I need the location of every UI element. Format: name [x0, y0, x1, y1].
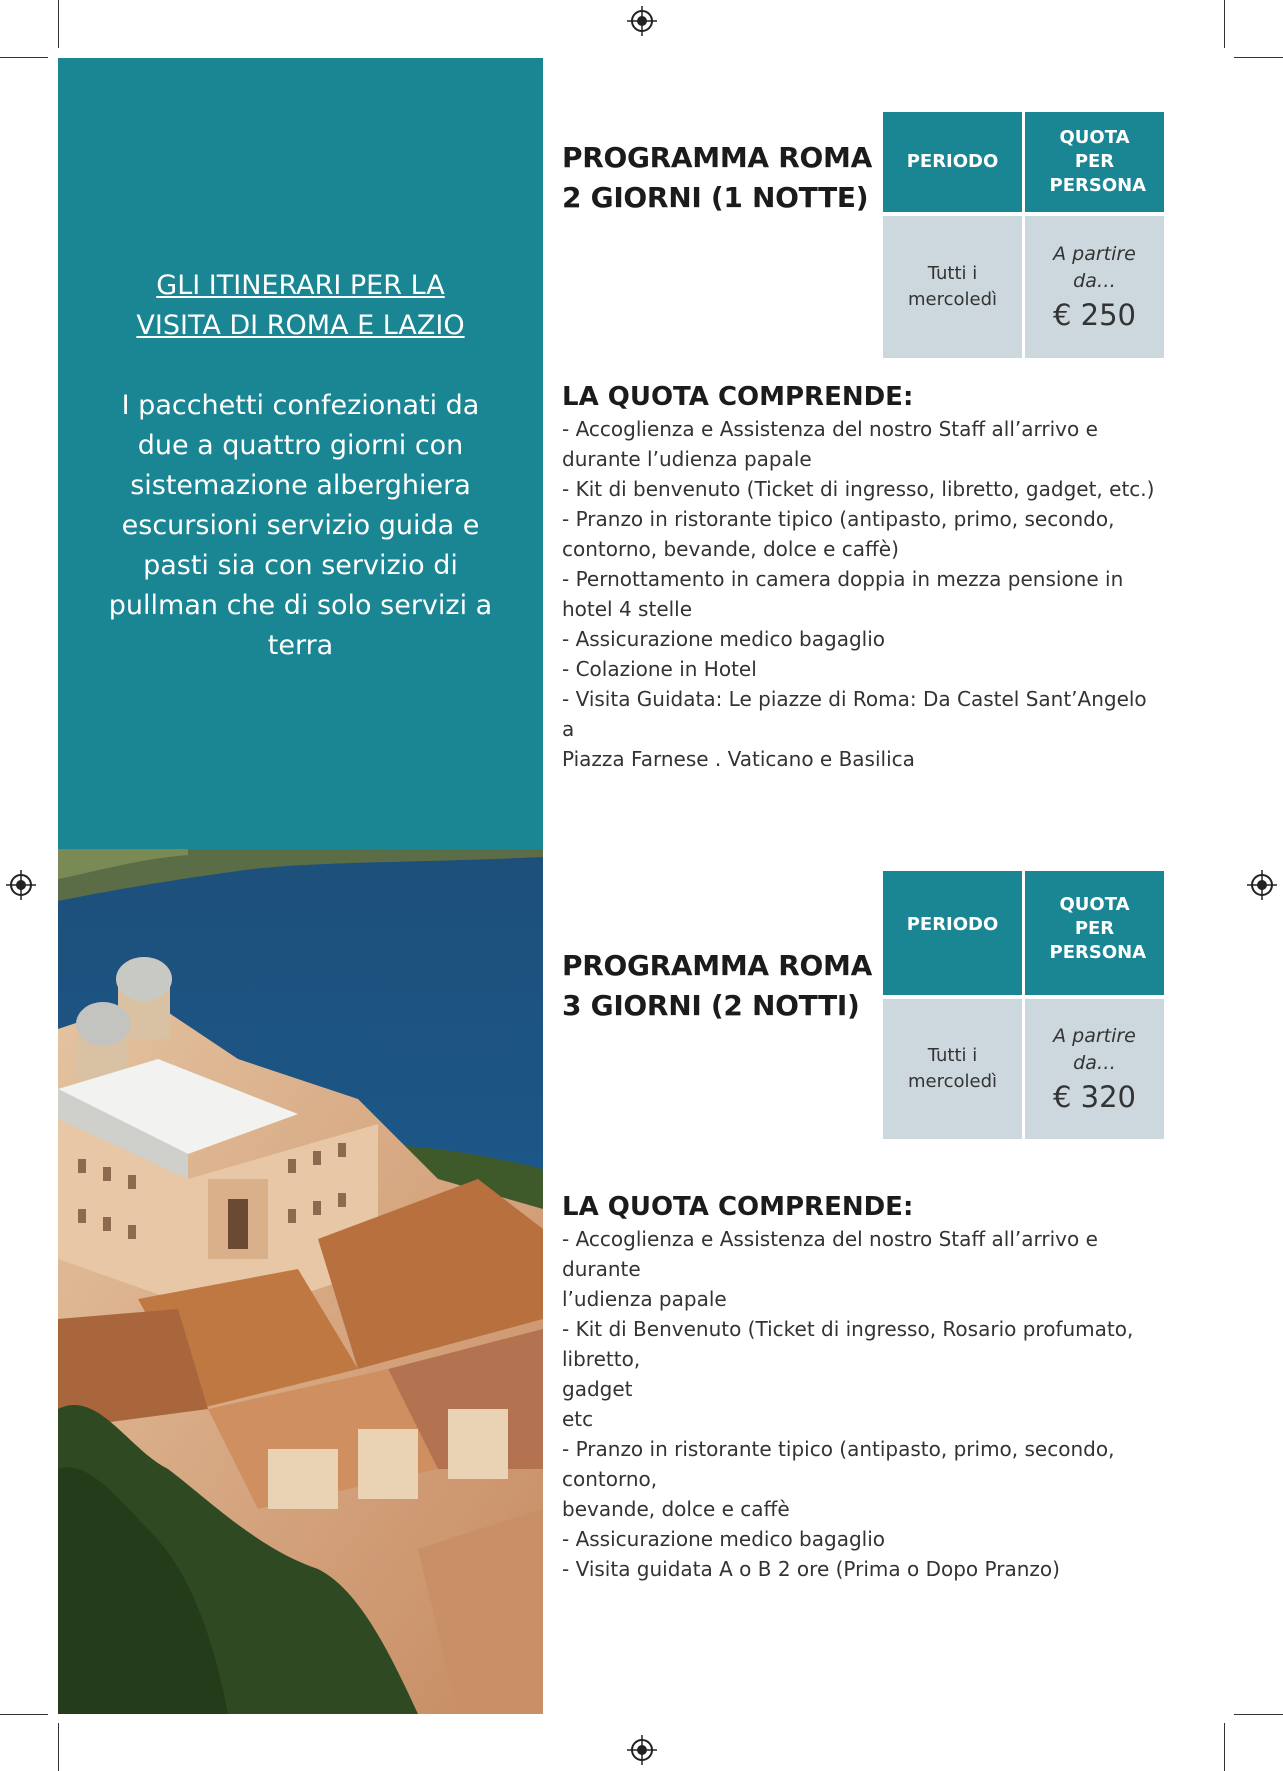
- crop-mark: [0, 57, 48, 58]
- list-item: - Visita guidata A o B 2 ore (Prima o Dopo Pranzo): [562, 1557, 1060, 1581]
- list-item: Piazza Farnese . Vaticano e Basilica: [562, 747, 915, 771]
- price-cell: [1025, 216, 1164, 358]
- intro-description: I pacchetti confezionati da due a quattro giorni con sistemazione alberghiera escursioni servizio guida e pasti sia con servizio di pullman che di solo servizi a terra: [108, 390, 493, 661]
- list-item: contorno,: [562, 1467, 658, 1491]
- quota-header-text: QUOTA PER PERSONA: [1049, 127, 1147, 196]
- list-item: l’udienza papale: [562, 1287, 727, 1311]
- list-item: libretto,: [562, 1347, 641, 1371]
- list-item: - Pranzo in ristorante tipico (antipasto, primo, secondo,: [562, 507, 1115, 531]
- price-table-header: [883, 112, 1164, 212]
- list-item: contorno, bevande, dolce e caffè): [562, 537, 899, 561]
- list-item: - Pranzo in ristorante tipico (antipasto, primo, secondo,: [562, 1437, 1115, 1461]
- intro-title: [58, 266, 543, 346]
- program-title: [562, 138, 872, 218]
- program-title-line: PROGRAMMA ROMA: [562, 949, 872, 982]
- list-item: - Pernottamento in camera doppia in mezza pensione in: [562, 567, 1124, 591]
- intro-panel: [58, 58, 543, 849]
- quota-column-header: [1025, 112, 1164, 212]
- registration-mark-icon: [6, 870, 36, 900]
- price-value: € 250: [1052, 298, 1137, 332]
- list-item: durante: [562, 1257, 641, 1281]
- registration-mark-icon: [1247, 870, 1277, 900]
- from-label: A partire da…: [1053, 243, 1136, 292]
- program-title-line: 3 GIORNI (2 NOTTI): [562, 989, 860, 1022]
- list-item: - Kit di Benvenuto (Ticket di ingresso, Rosario profumato,: [562, 1317, 1134, 1341]
- period-cell: [883, 999, 1022, 1139]
- period-value: Tutti i mercoledì: [907, 1045, 998, 1092]
- program-title: [562, 946, 872, 1026]
- crop-mark: [1224, 1723, 1225, 1771]
- program-title-line: PROGRAMMA ROMA: [562, 141, 872, 174]
- quota-column-header: [1025, 871, 1164, 995]
- price-table: [883, 871, 1164, 1139]
- intro-title-line: VISITA DI ROMA E LAZIO: [136, 310, 465, 341]
- crop-mark: [1234, 57, 1283, 58]
- program-title-line: 2 GIORNI (1 NOTTE): [562, 181, 869, 214]
- castel-gandolfo-photo: [58, 849, 543, 1714]
- list-item: - Accoglienza e Assistenza del nostro Staff all’arrivo e: [562, 1227, 1098, 1251]
- list-item: gadget: [562, 1377, 633, 1401]
- price-value: € 320: [1052, 1080, 1137, 1114]
- registration-mark-icon: [627, 6, 657, 36]
- list-item: - Colazione in Hotel: [562, 657, 757, 681]
- crop-mark: [0, 1714, 48, 1715]
- price-table-row: [883, 999, 1164, 1139]
- crop-mark: [58, 0, 59, 48]
- list-item: hotel 4 stelle: [562, 597, 693, 621]
- price-table-header: [883, 871, 1164, 995]
- includes-list: [562, 414, 1162, 774]
- period-value: Tutti i mercoledì: [907, 263, 998, 310]
- list-item: durante l’udienza papale: [562, 447, 812, 471]
- crop-mark: [58, 1723, 59, 1771]
- list-item: bevande, dolce e caffè: [562, 1497, 790, 1521]
- price-cell: [1025, 999, 1164, 1139]
- registration-mark-icon: [627, 1735, 657, 1765]
- quota-header-text: QUOTA PER PERSONA: [1049, 894, 1147, 963]
- list-item: - Assicurazione medico bagaglio: [562, 627, 886, 651]
- list-item: - Visita Guidata: Le piazze di Roma: Da Castel Sant’Angelo a: [562, 687, 1147, 741]
- period-cell: [883, 216, 1022, 358]
- from-label: A partire da…: [1053, 1025, 1136, 1074]
- list-item: - Accoglienza e Assistenza del nostro Staff all’arrivo e: [562, 417, 1098, 441]
- includes-list: [562, 1224, 1162, 1584]
- crop-mark: [1224, 0, 1225, 48]
- price-table-row: [883, 216, 1164, 358]
- crop-mark: [1234, 1714, 1283, 1715]
- period-column-header: PERIODO: [883, 112, 1022, 212]
- includes-heading: LA QUOTA COMPRENDE:: [562, 382, 914, 412]
- list-item: etc: [562, 1407, 594, 1431]
- list-item: - Assicurazione medico bagaglio: [562, 1527, 886, 1551]
- includes-heading: LA QUOTA COMPRENDE:: [562, 1192, 914, 1222]
- period-column-header: PERIODO: [883, 871, 1022, 995]
- intro-title-line: GLI ITINERARI PER LA: [156, 270, 445, 301]
- price-table: [883, 112, 1164, 358]
- list-item: - Kit di benvenuto (Ticket di ingresso, libretto, gadget, etc.): [562, 477, 1155, 501]
